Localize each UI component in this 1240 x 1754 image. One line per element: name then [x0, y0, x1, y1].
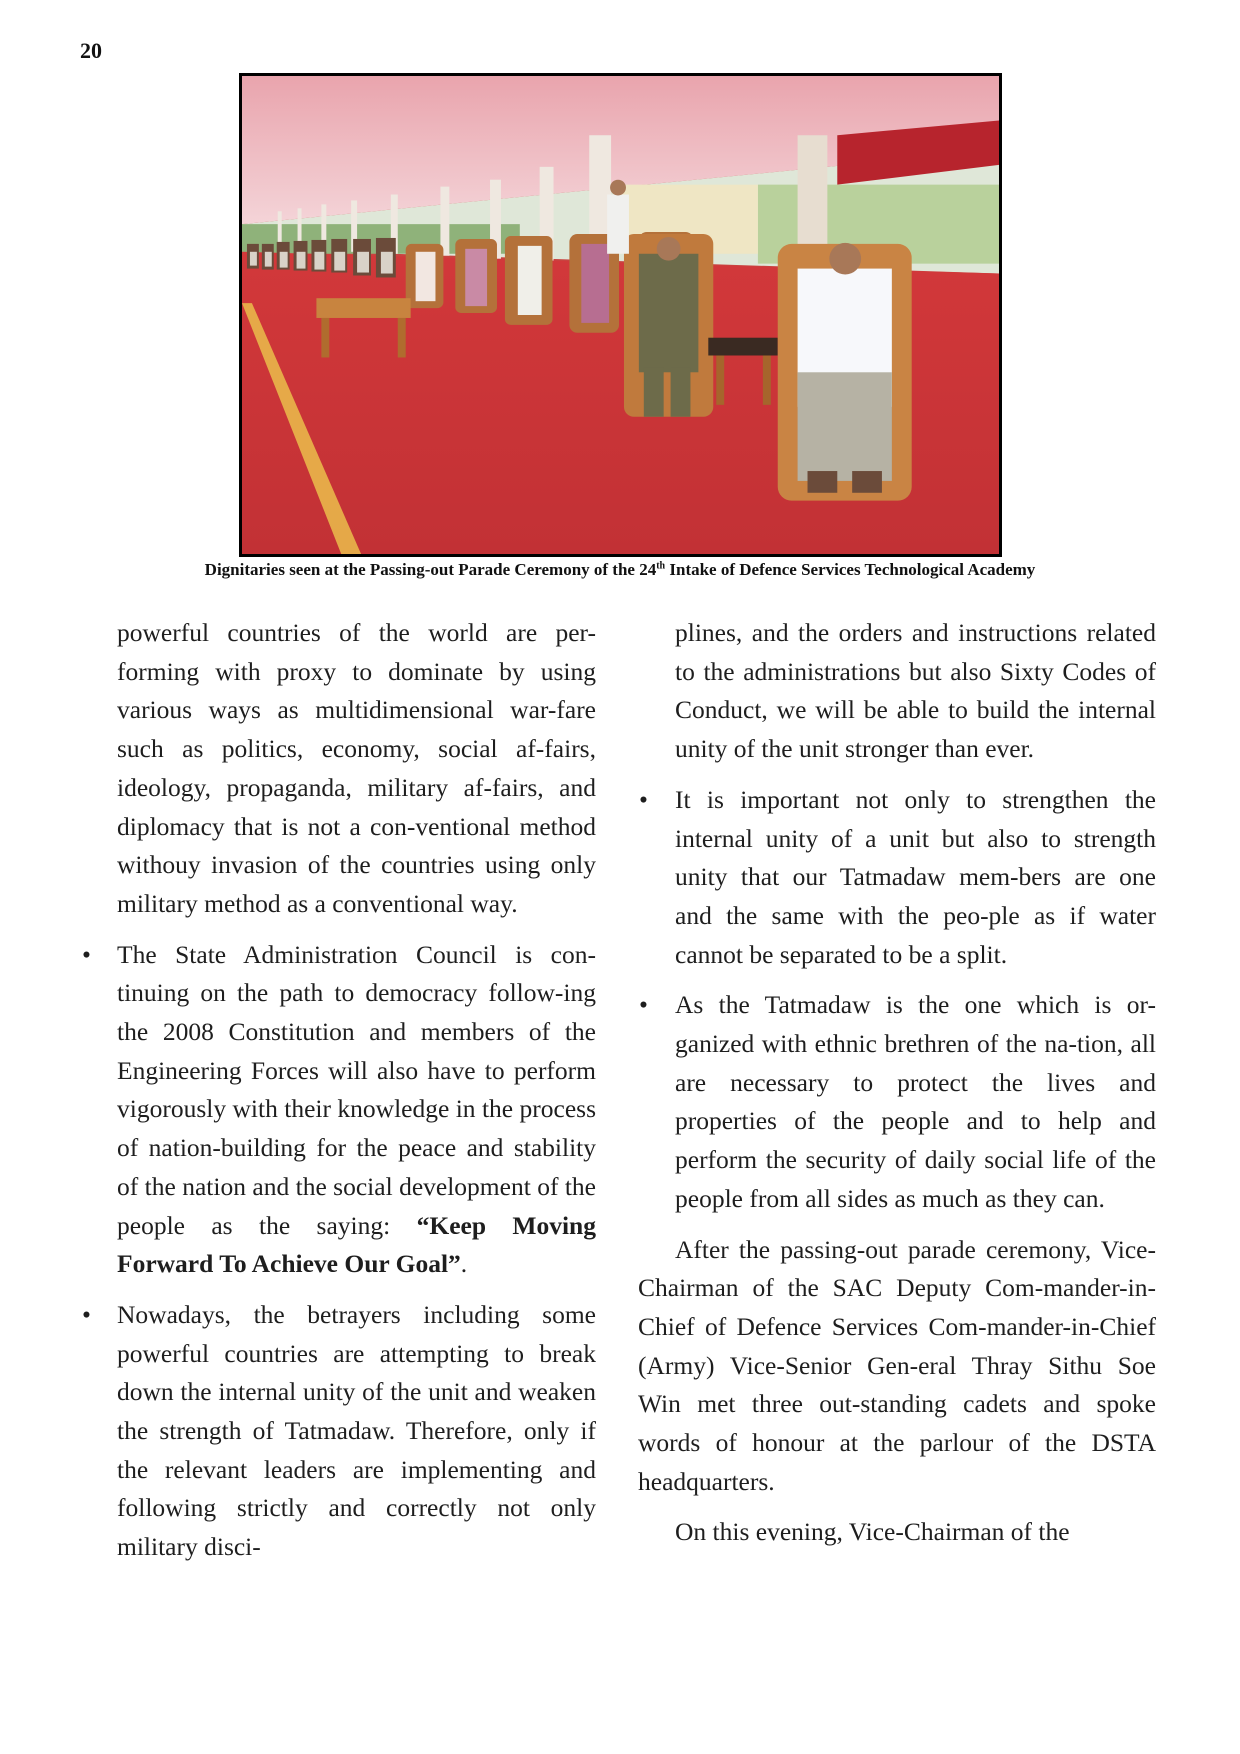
bullet-item-2 — [82, 1296, 596, 1567]
photo-illustration — [242, 76, 999, 554]
bullet-2-text: Nowadays, the betrayers including some powerful countries are attempting to break down the internal unity of the unit and weaken the strength of Tatmadaw. Therefore, only if the relevant leaders are implementing and following strictly and correctly not only military disci- — [117, 1299, 596, 1562]
photo-caption — [140, 560, 1100, 579]
right-continuation-paragraph: plines, and the orders and instructions related to the administrations but also Sixty Codes of Conduct, we will be able to build the internal unity of the unit stronger than ever. — [675, 618, 1156, 764]
bullet-dot: • — [639, 784, 648, 814]
right-column — [638, 614, 1156, 1564]
bullet-1-slogan: “Keep Moving Forward To Achieve Our Goal” — [117, 1210, 596, 1279]
caption-text-end: Intake of Defence Services Technological Academy — [665, 560, 1036, 579]
bullet-dot: • — [82, 939, 91, 969]
bullet-item-4 — [639, 986, 1156, 1218]
bullet-4-text: As the Tatmadaw is the one which is or-ganized with ethnic brethren of the na-tion, all are necessary to protect the lives and properties of the people and to help and perform the security of daily social life of the people from all sides as much as they can. — [675, 990, 1156, 1213]
bullet-item-1 — [82, 936, 596, 1284]
bullet-dot: • — [639, 990, 648, 1020]
left-column — [82, 614, 596, 1579]
paragraph-evening: On this evening, Vice-Chairman of the — [675, 1517, 1070, 1547]
page-number: 20 — [80, 38, 102, 63]
bullet-1-text: The State Administration Council is con-tinuing on the path to democracy follow-ing the 2008 Constitution and members of the Engineering Forces will also have to perform vigorously with their knowledge in the process of nation-building for the peace and stability of the nation and the social development of the people as the saying: — [117, 939, 596, 1240]
bullet-item-3 — [639, 781, 1156, 975]
dignitaries-photo — [239, 73, 1002, 557]
left-continuation-paragraph: powerful countries of the world are per-forming with proxy to dominate by using various ways as multidimensional war-fare such as politics, economy, social af-fairs, ideology, propaganda, military af-fairs, and diplomacy that is not a con-ventional method withouy invasion of the countries using only military method as a conventional way. — [117, 618, 596, 918]
caption-superscript: th — [656, 560, 666, 572]
bullet-1-end: . — [460, 1249, 468, 1279]
bullet-3-text: It is important not only to strengthen the internal unity of a unit but also to strength unity that our Tatmadaw mem-bers are one and the same with the peo-ple as if water cannot be separated to be a split. — [675, 784, 1156, 969]
paragraph-after-ceremony: After the passing-out parade ceremony, Vice-Chairman of the SAC Deputy Com-mander-in-Chief of Defence Services Com-mander-in-Chief (Army) Vice-Senior Gen-eral Thray Sithu Soe Win met three out-standing cadets and spoke words of honour at the parlour of the DSTA headquarters. — [638, 1234, 1156, 1496]
bullet-dot: • — [82, 1299, 91, 1329]
caption-text: Dignitaries seen at the Passing-out Parade Ceremony of the 24 — [204, 560, 657, 579]
